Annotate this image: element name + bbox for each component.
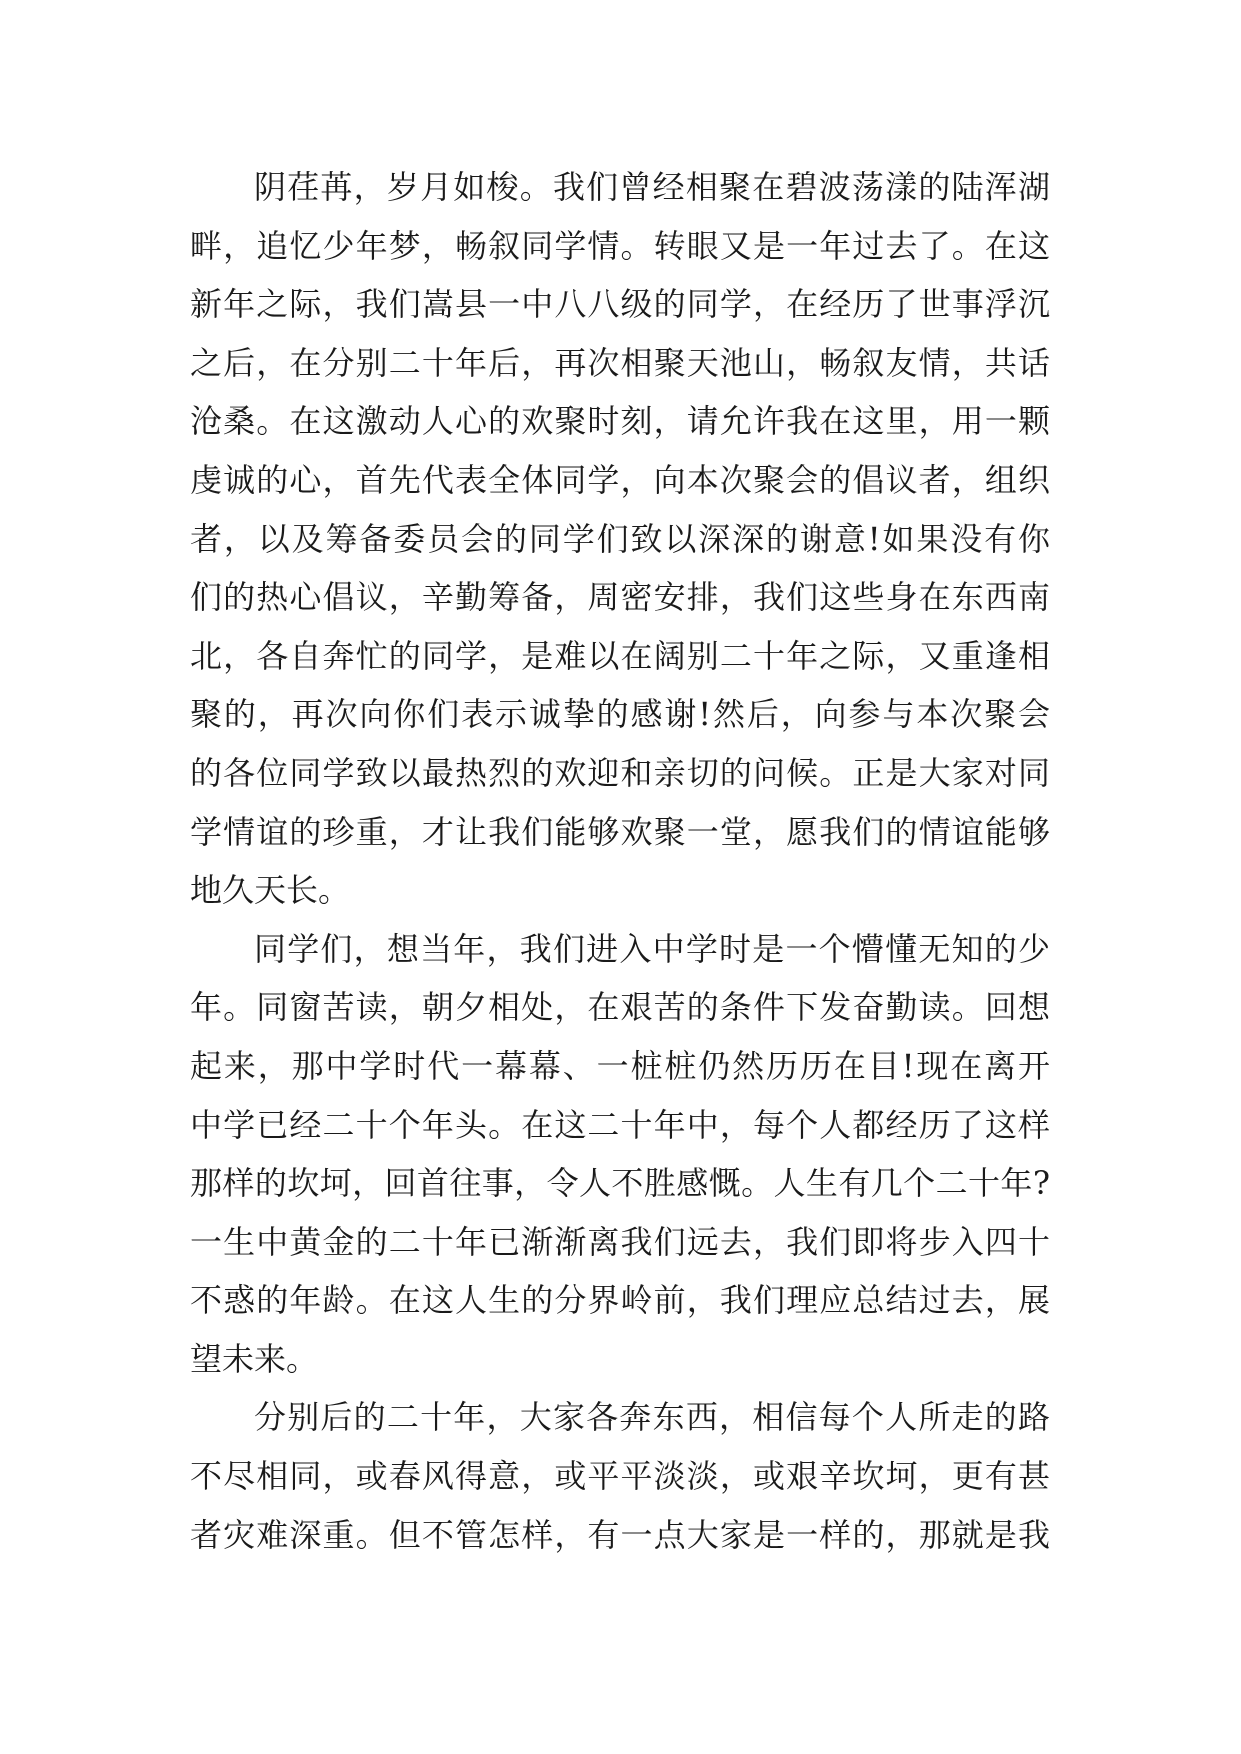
paragraph-3 bbox=[190, 1388, 1050, 1564]
paragraph-line: 之后，在分别二十年后，再次相聚天池山，畅叙友情，共话 bbox=[190, 343, 1050, 382]
paragraph-line: 们的热心倡议，辛勤筹备，周密安排，我们这些身在东西南 bbox=[190, 578, 1050, 617]
paragraph-line: 沧桑。在这激动人心的欢聚时刻，请允许我在这里，用一颗 bbox=[190, 402, 1050, 441]
paragraph-line: 虔诚的心，首先代表全体同学，向本次聚会的倡议者，组织 bbox=[190, 460, 1050, 499]
paragraph-line: 者，以及筹备委员会的同学们致以深深的谢意!如果没有你 bbox=[190, 519, 1050, 558]
paragraph-1 bbox=[190, 158, 1050, 920]
paragraph-line: 望未来。 bbox=[190, 1339, 319, 1378]
paragraph-line: 北，各自奔忙的同学，是难以在阔别二十年之际，又重逢相 bbox=[190, 636, 1050, 675]
paragraph-line: 新年之际，我们嵩县一中八八级的同学，在经历了世事浮沉 bbox=[190, 285, 1050, 324]
paragraph-2 bbox=[190, 920, 1050, 1389]
paragraph-line: 一生中黄金的二十年已渐渐离我们远去，我们即将步入四十 bbox=[190, 1222, 1050, 1261]
paragraph-line: 阴荏苒，岁月如梭。我们曾经相聚在碧波荡漾的陆浑湖 bbox=[254, 168, 1050, 206]
paragraph-line: 不惑的年龄。在这人生的分界岭前，我们理应总结过去，展 bbox=[190, 1281, 1050, 1320]
paragraph-line: 中学已经二十个年头。在这二十年中，每个人都经历了这样 bbox=[190, 1105, 1050, 1144]
paragraph-line: 那样的坎坷，回首往事，令人不胜感慨。人生有几个二十年? bbox=[190, 1164, 1050, 1203]
paragraph-line: 不尽相同，或春风得意，或平平淡淡，或艰辛坎坷，更有甚 bbox=[190, 1457, 1050, 1496]
paragraph-line: 者灾难深重。但不管怎样，有一点大家是一样的，那就是我 bbox=[190, 1515, 1050, 1554]
paragraph-line: 年。同窗苦读，朝夕相处，在艰苦的条件下发奋勤读。回想 bbox=[190, 988, 1050, 1027]
paragraph-line: 的各位同学致以最热烈的欢迎和亲切的问候。正是大家对同 bbox=[190, 753, 1050, 792]
paragraph-line: 同学们，想当年，我们进入中学时是一个懵懂无知的少 bbox=[254, 929, 1050, 968]
paragraph-line: 畔，追忆少年梦，畅叙同学情。转眼又是一年过去了。在这 bbox=[190, 226, 1050, 265]
paragraph-line: 聚的，再次向你们表示诚挚的感谢!然后，向参与本次聚会 bbox=[190, 695, 1050, 734]
paragraph-line: 学情谊的珍重，才让我们能够欢聚一堂，愿我们的情谊能够 bbox=[190, 812, 1050, 851]
paragraph-line: 起来，那中学时代一幕幕、一桩桩仍然历历在目!现在离开 bbox=[190, 1046, 1050, 1085]
paragraph-line: 分别后的二十年，大家各奔东西，相信每个人所走的路 bbox=[254, 1398, 1050, 1437]
paragraph-line: 地久天长。 bbox=[190, 871, 351, 910]
document-body bbox=[190, 158, 1050, 1564]
